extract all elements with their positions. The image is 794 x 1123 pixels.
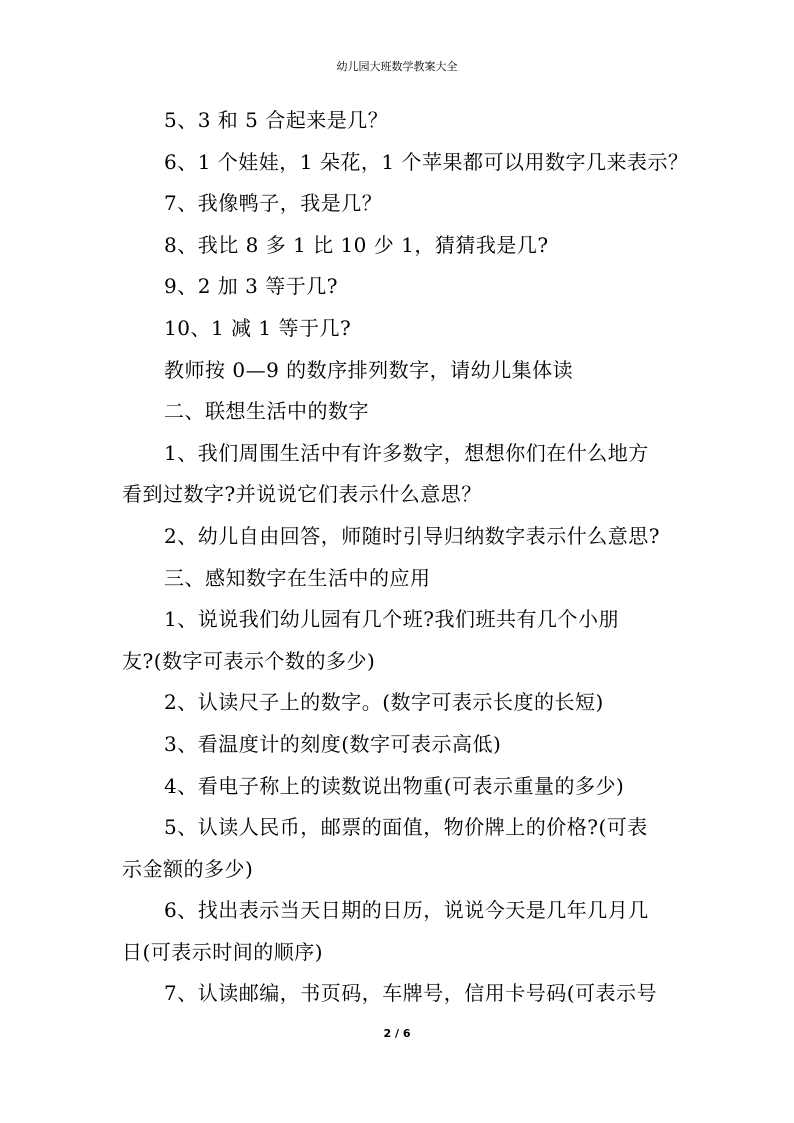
- paragraph-line: 示金额的多少): [122, 856, 254, 881]
- paragraph-line: 看到过数字?并说说它们表示什么意思？: [122, 482, 482, 507]
- paragraph-line: 教师按 0—9 的数序排列数字，请幼儿集体读: [164, 357, 574, 382]
- paragraph-line: 6、1 个娃娃，1 朵花，1 个苹果都可以用数字几来表示？: [164, 149, 689, 174]
- paragraph-line: 日(可表示时间的顺序): [122, 939, 324, 964]
- paragraph-line: 7、认读邮编，书页码，车牌号，信用卡号码(可表示号: [164, 981, 658, 1006]
- paragraph-line: 二、联想生活中的数字: [164, 399, 369, 424]
- document-body: [122, 100, 689, 1015]
- paragraph-line: 三、感知数字在生活中的应用: [164, 565, 431, 590]
- paragraph-line: 4、看电子称上的读数说出物重(可表示重量的多少): [164, 773, 625, 798]
- paragraph-line: 7、我像鸭子，我是几？: [164, 191, 383, 216]
- paragraph-line: 8、我比 8 多 1 比 10 少 1，猜猜我是几?: [164, 232, 549, 257]
- paragraph-line: 5、认读人民币，邮票的面值，物价牌上的价格?(可表: [164, 815, 648, 840]
- paragraph-line: 2、幼儿自由回答，师随时引导归纳数字表示什么意思?: [164, 523, 660, 548]
- paragraph-line: 2、认读尺子上的数字。(数字可表示长度的长短): [164, 690, 604, 715]
- paragraph-line: 3、看温度计的刻度(数字可表示高低): [164, 731, 502, 756]
- page-header-title: 幼儿园大班数学教案大全: [336, 60, 458, 73]
- page-number: 2 / 6: [383, 1027, 411, 1040]
- paragraph-line: 友?(数字可表示个数的多少): [122, 648, 376, 673]
- paragraph-line: 5、3 和 5 合起来是几？: [164, 108, 389, 132]
- paragraph-line: 1、说说我们幼儿园有几个班?我们班共有几个小朋: [164, 607, 619, 632]
- paragraph-line: 9、2 加 3 等于几?: [164, 274, 338, 299]
- paragraph-line: 10、1 减 1 等于几?: [164, 315, 352, 340]
- paragraph-line: 1、我们周围生活中有许多数字，想想你们在什么地方: [164, 440, 649, 465]
- paragraph-line: 6、找出表示当天日期的日历，说说今天是几年几月几: [164, 898, 649, 923]
